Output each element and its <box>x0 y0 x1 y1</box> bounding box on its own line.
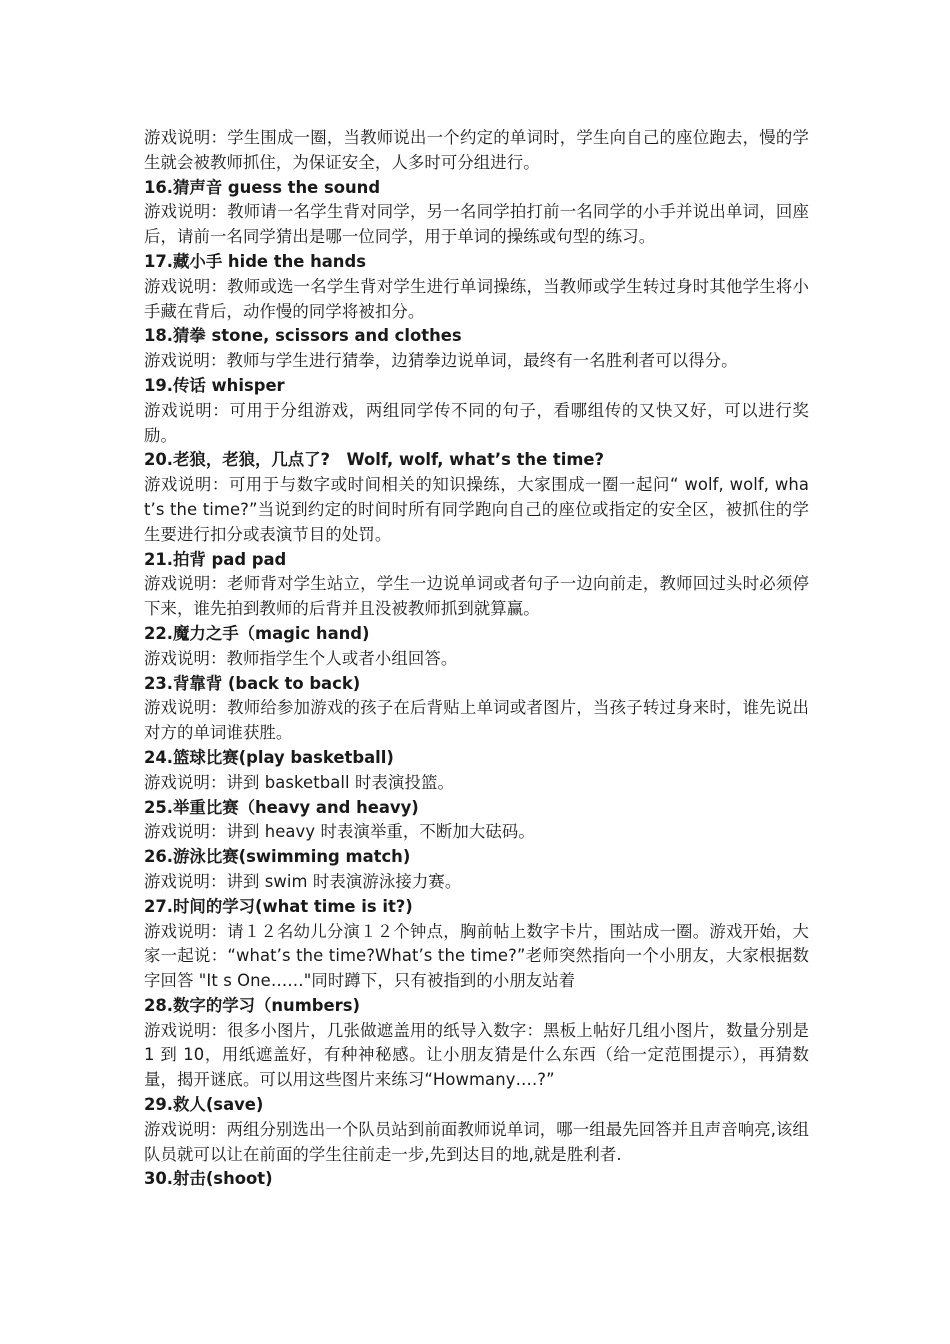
game-title: 28.数字的学习（numbers) <box>144 995 360 1015</box>
game-title: 26.游泳比赛(swimming match) <box>144 847 411 867</box>
game-title: 18.猜拳 stone, scissors and clothes <box>144 326 462 346</box>
game-entry-22 <box>144 622 809 672</box>
document-page <box>144 126 815 1192</box>
game-description: 游戏说明：很多小图片，几张做遮盖用的纸导入数字：黑板上帖好几组小图片，数量分别是 1 到 10，用纸遮盖好，有种神秘感。让小朋友猜是什么东西（给一定范围提示），再猜数量，揭开谜底。可以用这些图片来练习“Howmany….?” <box>144 1020 815 1090</box>
game-description: 游戏说明：可用于分组游戏，两组同学传不同的句子，看哪组传的又快又好，可以进行奖励。 <box>144 400 809 445</box>
game-title: 24.篮球比赛(play basketball) <box>144 747 394 767</box>
game-entry-23 <box>144 672 809 746</box>
game-title: 19.传话 whisper <box>144 375 285 395</box>
game-entry-25 <box>144 796 809 846</box>
game-entry-19 <box>144 374 809 448</box>
game-entry-24 <box>144 746 809 796</box>
game-description: 游戏说明：讲到 heavy 时表演举重，不断加大砝码。 <box>144 822 535 842</box>
game-entry-26 <box>144 845 809 895</box>
game-entry-16 <box>144 176 809 250</box>
game-title: 22.魔力之手（magic hand) <box>144 623 370 643</box>
game-title: 27.时间的学习(what time is it?) <box>144 896 413 916</box>
game-title: 16.猜声音 guess the sound <box>144 177 381 197</box>
intro-paragraph: 游戏说明：学生围成一圈，当教师说出一个约定的单词时，学生向自己的座位跑去，慢的学生就会被教师抓住，为保证安全，人多时可分组进行。 <box>144 128 809 172</box>
game-title: 30.射击(shoot) <box>144 1169 273 1189</box>
game-description: 游戏说明：教师或选一名学生背对学生进行单词操练，当教师或学生转过身时其他学生将小手藏在背后，动作慢的同学将被扣分。 <box>144 276 809 321</box>
game-description: 游戏说明：请１２名幼儿分演１２个钟点，胸前帖上数字卡片，围站成一圈。游戏开始，大家一起说：“what’s the time?What’s the time?”老师突然指向一个小朋友，大家根据数字回答 "It s One……"同时蹲下，只有被指到的小朋友站着 <box>144 921 809 991</box>
game-description: 游戏说明：可用于与数字或时间相关的知识操练，大家围成一圈一起问“ wolf, wolf, what’s the time?”当说到约定的时间时所有同学跑向自己的座位或指定的安全区，被抓住的学生要进行扣分或表演节目的处罚。 <box>144 475 809 544</box>
game-title: 20.老狼，老狼，几点了? Wolf, wolf, what’s the time? <box>144 450 605 470</box>
game-entry-29 <box>144 1093 809 1167</box>
game-entry-20 <box>144 448 809 547</box>
game-description: 游戏说明：教师与学生进行猜拳，边猜拳边说单词，最终有一名胜利者可以得分。 <box>144 351 738 371</box>
game-description: 游戏说明：老师背对学生站立，学生一边说单词或者句子一边向前走，教师回过头时必须停下来，谁先拍到教师的后背并且没被教师抓到就算赢。 <box>144 574 809 619</box>
game-description: 游戏说明：讲到 basketball 时表演投篮。 <box>144 772 454 792</box>
game-entry-28 <box>144 994 815 1093</box>
game-description: 游戏说明：讲到 swim 时表演游泳接力赛。 <box>144 871 462 891</box>
game-title: 23.背靠背 (back to back) <box>144 673 361 693</box>
game-entry-17 <box>144 250 809 324</box>
game-description: 游戏说明：教师请一名学生背对同学，另一名同学拍打前一名同学的小手并说出单词，回座后，请前一名同学猜出是哪一位同学，用于单词的操练或句型的练习。 <box>144 202 809 247</box>
game-title: 29.救人(save) <box>144 1095 264 1115</box>
game-entry-18 <box>144 324 809 374</box>
game-title: 21.拍背 pad pad <box>144 549 287 569</box>
game-description: 游戏说明：两组分别选出一个队员站到前面教师说单词，哪一组最先回答并且声音响亮,该组队员就可以让在前面的学生往前走一步,先到达目的地,就是胜利者. <box>144 1119 809 1164</box>
game-title: 17.藏小手 hide the hands <box>144 251 366 271</box>
game-entry-21 <box>144 548 809 622</box>
game-title: 25.举重比赛（heavy and heavy) <box>144 797 419 817</box>
game-description: 游戏说明：教师给参加游戏的孩子在后背贴上单词或者图片，当孩子转过身来时，谁先说出对方的单词谁获胜。 <box>144 698 809 743</box>
game-entry-30 <box>144 1167 809 1192</box>
game-entry-27 <box>144 895 809 994</box>
game-description: 游戏说明：教师指学生个人或者小组回答。 <box>144 648 458 668</box>
